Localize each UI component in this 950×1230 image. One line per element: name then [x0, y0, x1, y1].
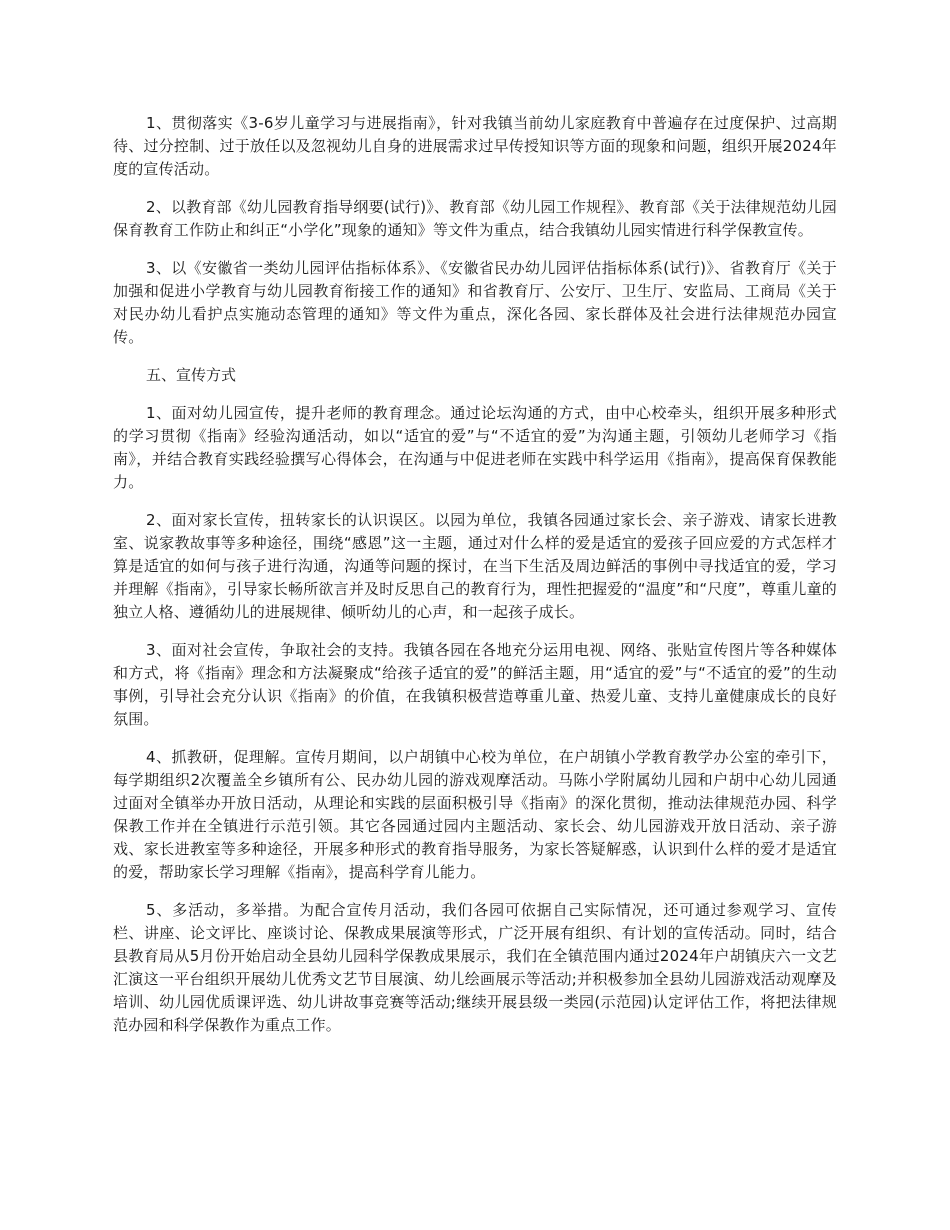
paragraph-item-2: 2、以教育部《幼儿园教育指导纲要(试行)》、教育部《幼儿园工作规程》、教育部《关于法律规范幼儿园保育教育工作防止和纠正“小学化”现象的通知》等文件为重点，结合我镇幼儿园实情进行科学保教宣传。: [113, 198, 837, 239]
paragraph-item-1: 1、贯彻落实《3-6岁儿童学习与进展指南》，针对我镇当前幼儿家庭教育中普遍存在过度保护、过高期待、过分控制、过于放任以及忽视幼儿自身的进展需求过早传授知识等方面的现象和问题，组织开展2024年度的宣传活动。: [113, 114, 837, 178]
paragraph-item-3: 3、以《安徽省一类幼儿园评估指标体系》、《安徽省民办幼儿园评估指标体系(试行)》、省教育厅《关于加强和促进小学教育与幼儿园教育衔接工作的通知》和省教育厅、公安厅、卫生厅、安监局、工商局《关于对民办幼儿看护点实施动态管理的通知》等文件为重点，深化各园、家长群体及社会进行法律规范办园宣传。: [113, 259, 837, 346]
paragraph-method-3: 3、面对社会宣传，争取社会的支持。我镇各园在各地充分运用电视、网络、张贴宣传图片等各种媒体和方式，将《指南》理念和方法凝聚成“给孩子适宜的爱”的鲜活主题，用“适宜的爱”与“不适宜的爱”的生动事例，引导社会充分认识《指南》的价值，在我镇积极营造尊重儿童、热爱儿童、支持儿童健康成长的良好氛围。: [113, 641, 837, 728]
paragraph-method-5: 5、多活动，多举措。为配合宣传月活动，我们各园可依据自己实际情况，还可通过参观学习、宣传栏、讲座、论文评比、座谈讨论、保教成果展演等形式，广泛开展有组织、有计划的宣传活动。同时，结合县教育局从5月份开始启动全县幼儿园科学保教成果展示，我们在全镇范围内通过2024年户胡镇庆六一文艺汇演这一平台组织开展幼儿优秀文艺节目展演、幼儿绘画展示等活动;并积极参加全县幼儿园游戏活动观摩及培训、幼儿园优质课评选、幼儿讲故事竞赛等活动;继续开展县级一类园(示范园)认定评估工作，将把法律规范办园和科学保教作为重点工作。: [113, 901, 837, 1034]
paragraph-method-2: 2、面对家长宣传，扭转家长的认识误区。以园为单位，我镇各园通过家长会、亲子游戏、请家长进教室、说家教故事等多种途径，围绕“感恩”这一主题，通过对什么样的爱是适宜的爱孩子回应爱的方式怎样才算是适宜的如何与孩子进行沟通，沟通等问题的探讨，在当下生活及周边鲜活的事例中寻找适宜的爱，学习并理解《指南》，引导家长畅所欲言并及时反思自己的教育行为，理性把握爱的“温度”和“尺度”，尊重儿童的独立人格、遵循幼儿的进展规律、倾听幼儿的心声，和一起孩子成长。: [113, 511, 837, 621]
section-heading: 五、宣传方式: [146, 366, 237, 384]
paragraph-method-4: 4、抓教研，促理解。宣传月期间，以户胡镇中心校为单位，在户胡镇小学教育教学办公室的牵引下，每学期组织2次覆盖全乡镇所有公、民办幼儿园的游戏观摩活动。马陈小学附属幼儿园和户胡中心幼儿园通过面对全镇举办开放日活动，从理论和实践的层面积极引导《指南》的深化贯彻，推动法律规范办园、科学保教工作并在全镇进行示范引领。其它各园通过园内主题活动、家长会、幼儿园游戏开放日活动、亲子游戏、家长进教室等多种途径，开展多种形式的教育指导服务，为家长答疑解惑，认识到什么样的爱才是适宜的爱，帮助家长学习理解《指南》，提高科学育儿能力。: [113, 748, 837, 881]
paragraph-method-1: 1、面对幼儿园宣传，提升老师的教育理念。通过论坛沟通的方式，由中心校牵头，组织开展多种形式的学习贯彻《指南》经验沟通活动，如以“适宜的爱”与“不适宜的爱”为沟通主题，引领幼儿老师学习《指南》，并结合教育实践经验撰写心得体会，在沟通与中促进老师在实践中科学运用《指南》，提高保育保教能力。: [113, 404, 837, 491]
document-body: [113, 112, 837, 1052]
